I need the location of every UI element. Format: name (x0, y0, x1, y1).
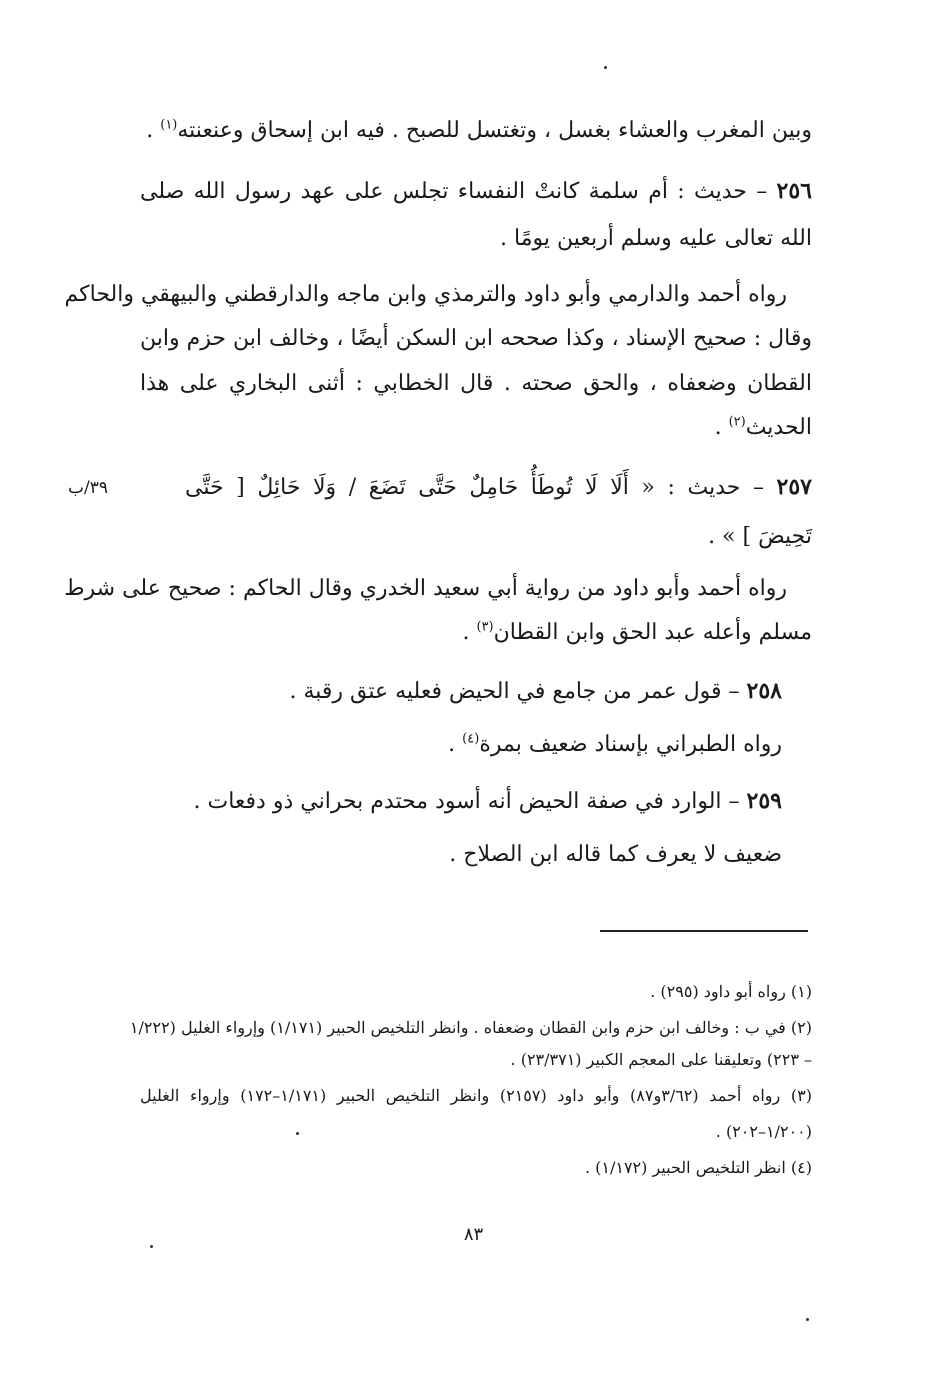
narration-256-line-4: الحديث$^{(٢)}$ . (714, 414, 812, 440)
footnote-2-line-1: (٢) في ب : وخالف ابن حزم وابن القطان وضعفاه . وانظر التلخيص الحبير (١/١٧١) وإرواء الغليل (١/٢٢٢ (129, 1018, 812, 1037)
hadith-number: ٢٥٦ (776, 178, 812, 204)
ink-speck (296, 1132, 299, 1135)
narration-256-line-1: رواه أحمد والدارمي وأبو داود والترمذي وابن ماجه والدارقطني والبيهقي والحاكم (64, 282, 787, 307)
hadith-number: ٢٥٧ (776, 474, 812, 500)
narration-257-line-2: مسلم وأعله عبد الحق وابن القطان$^{(٣)}$ . (462, 619, 812, 645)
hadith-257-line-2: تَحِيضَ ] » . (708, 524, 812, 549)
manuscript-folio-note: ٣٩/ب (68, 478, 108, 498)
footnote-ref[interactable]: (١) (160, 117, 178, 133)
footnote-1: (١) رواه أبو داود (٢٩٥) . (650, 982, 812, 1001)
ink-speck (806, 1318, 809, 1321)
footnote-3-line-2: (١/٢٠٠–٢٠٢) . (715, 1122, 812, 1141)
hadith-number: ٢٥٨ (746, 678, 782, 704)
footnote-ref[interactable]: (٢) (728, 414, 746, 430)
hadith-259-line: ٢٥٩ – الوارد في صفة الحيض أنه أسود محتدم بحراني ذو دفعات . (193, 788, 782, 814)
footnote-ref[interactable]: (٣) (476, 619, 494, 635)
hadith-257-line-1: ٢٥٧ – حديث : « أَلَا لَا تُوطَأُ حَامِلٌ حَتَّى تَضَعَ / وَلَا حَائِلٌ [ حَتَّى (185, 474, 812, 500)
footnote-4: (٤) انظر التلخيص الحبير (١/١٧٢) . (584, 1158, 812, 1177)
narration-258-line: رواه الطبراني بإسناد ضعيف بمرة$^{(٤)}$ . (448, 731, 782, 757)
hadith-258-line: ٢٥٨ – قول عمر من جامع في الحيض فعليه عتق رقبة . (289, 678, 782, 704)
footnote-2-line-2: – ٢٢٣) وتعليقنا على المعجم الكبير (٢٣/٣٧١) . (510, 1050, 812, 1069)
page-number: ٨٣ (463, 1224, 484, 1245)
narration-256-line-2: وقال : صحيح الإسناد ، وكذا صححه ابن السكن أيضًا ، وخالف ابن حزم وابن (140, 326, 812, 351)
narration-259-line: ضعيف لا يعرف كما قاله ابن الصلاح . (449, 842, 782, 867)
footnote-ref[interactable]: (٤) (462, 731, 480, 747)
footnote-separator (600, 930, 808, 932)
hadith-256-line-2: الله تعالى عليه وسلم أربعين يومًا . (500, 226, 812, 251)
narration-256-line-3: القطان وضعفاه ، والحق صحته . قال الخطابي : أثنى البخاري على هذا (140, 371, 812, 396)
text-line: وبين المغرب والعشاء بغسل ، وتغتسل للصبح . فيه ابن إسحاق وعنعنته$^{(١)}$ . (146, 117, 812, 143)
hadith-256-line-1: ٢٥٦ – حديث : أم سلمة كانتْ النفساء تجلس على عهد رسول الله صلى (140, 178, 812, 204)
ink-speck (150, 1245, 153, 1248)
footnote-3-line-1: (٣) رواه أحمد (٣/٦٢و٨٧) وأبو داود (٢١٥٧) وانظر التلخيص الحبير (١/١٧١–١٧٢) وإرواء الغليل (140, 1086, 812, 1105)
ink-speck (604, 66, 607, 69)
narration-257-line-1: رواه أحمد وأبو داود من رواية أبي سعيد الخدري وقال الحاكم : صحيح على شرط (64, 576, 787, 601)
hadith-number: ٢٥٩ (746, 788, 782, 814)
